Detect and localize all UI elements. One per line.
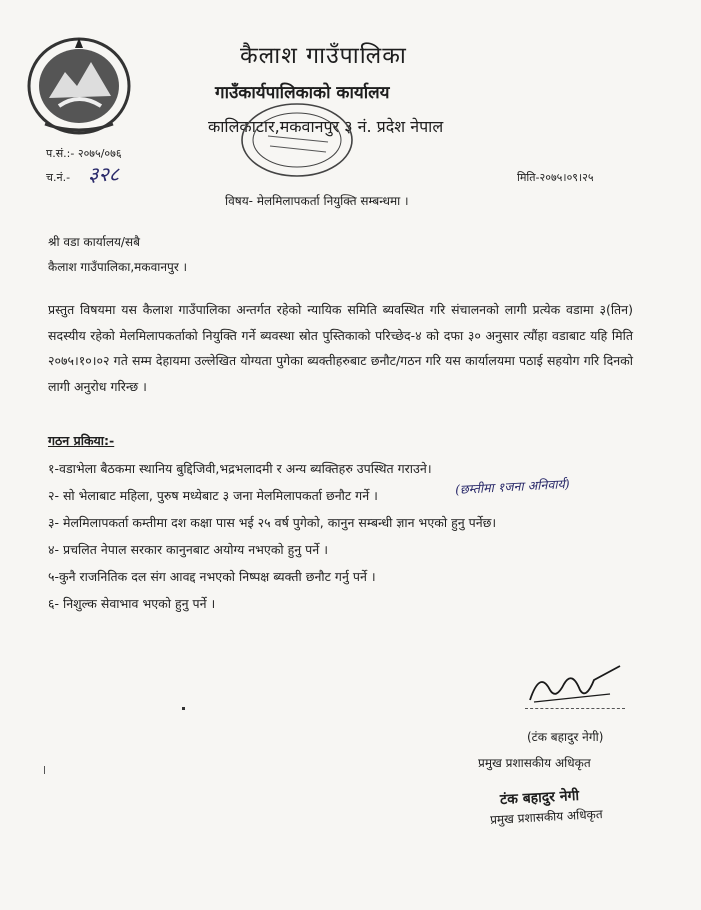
- office-location: कालिकाटार,मकवानपुर ३ नं. प्रदेश नेपाल: [208, 117, 444, 136]
- letter-subject: विषय- मेलमिलापकर्ता नियुक्ति सम्बन्धमा ।: [225, 194, 409, 208]
- procedure-item: १-वडाभेला बैठकमा स्थानिय बुद्दिजिवी,भद्रभलादमी र अन्य ब्यक्तिहरु उपस्थित गराउने।: [48, 461, 432, 476]
- name-stamp: टंक बहादुर नेगी: [499, 787, 580, 809]
- nepal-emblem-icon: [25, 32, 133, 136]
- ink-dot: [182, 707, 185, 710]
- signature-icon: [520, 660, 630, 710]
- handwritten-note: (छम्तीमा १जना अनिवार्य): [454, 476, 571, 497]
- office-name: गाउँकार्यपालिकाको कार्यालय: [215, 83, 390, 103]
- title-stamp: प्रमुख प्रशासकीय अधिकृत: [489, 807, 603, 827]
- procedure-item: ४- प्रचलित नेपाल सरकार कानुनबाट अयोग्य नभएको हुनु पर्ने ।: [48, 542, 328, 557]
- procedure-title: गठन प्रकिया:-: [48, 433, 115, 448]
- letter-date: मिति-२०७५।०९।२५: [517, 171, 594, 184]
- signatory-title: प्रमुख प्रशासकीय अधिकृत: [478, 756, 591, 770]
- reference-number: प.सं.:- २०७५/०७६: [46, 147, 122, 160]
- signatory-name: (टंक बहादुर नेगी): [527, 730, 604, 744]
- recipient-line-2: कैलाश गाउँपालिका,मकवानपुर ।: [48, 260, 188, 274]
- body-paragraph: प्रस्तुत विषयमा यस कैलाश गाउँपालिका अन्तर्गत रहेको न्यायिक समिति ब्यवस्थित गरि संचालनको लागी प्रत्येक वडामा ३(तिन) सदस्यीय रहेको मेलमिलापकर्ताको नियुक्ति गर्ने ब्यवस्था स्रोत पुस्तिकाको परिच्छेद-४ को दफा ३० अनुसार त्यौंहा वडाबाट यहि मिति २०७५।१०।०२ गते सम्म देहायमा उल्लेखित योग्यता पुगेका ब्यक्तीहरुबाट छनौट/गठन गरि यस कार्यालयमा पठाई सहयोग गरि दिनको लागी अनुरोध गरिन्छ ।: [48, 302, 633, 394]
- margin-mark: [44, 766, 45, 774]
- office-stamp-icon: [238, 100, 356, 180]
- procedure-item: ३- मेलमिलापकर्ता कम्तीमा दश कक्षा पास भई २५ वर्ष पुगेको, कानुन सम्बन्धी ज्ञान भएको हुनु पर्नेछ।: [48, 515, 497, 530]
- recipient-line-1: श्री वडा कार्यालय/सबै: [48, 235, 140, 249]
- procedure-item: ६- निशुल्क सेवाभाव भएको हुनु पर्ने ।: [48, 596, 216, 611]
- dispatch-number-value: ३२८: [88, 162, 120, 186]
- municipality-name: कैलाश गाउँपालिका: [240, 43, 407, 69]
- procedure-item: ५-कुनै राजनितिक दल संग आवद्द नभएको निष्पक्ष ब्यक्ती छनौट गर्नु पर्ने ।: [48, 569, 376, 584]
- dispatch-number-label: च.नं.-: [46, 171, 71, 184]
- signature-line: [525, 708, 625, 709]
- procedure-item: २- सो भेलाबाट महिला, पुरुष मध्येबाट ३ जना मेलमिलापकर्ता छनौट गर्ने ।: [48, 488, 378, 503]
